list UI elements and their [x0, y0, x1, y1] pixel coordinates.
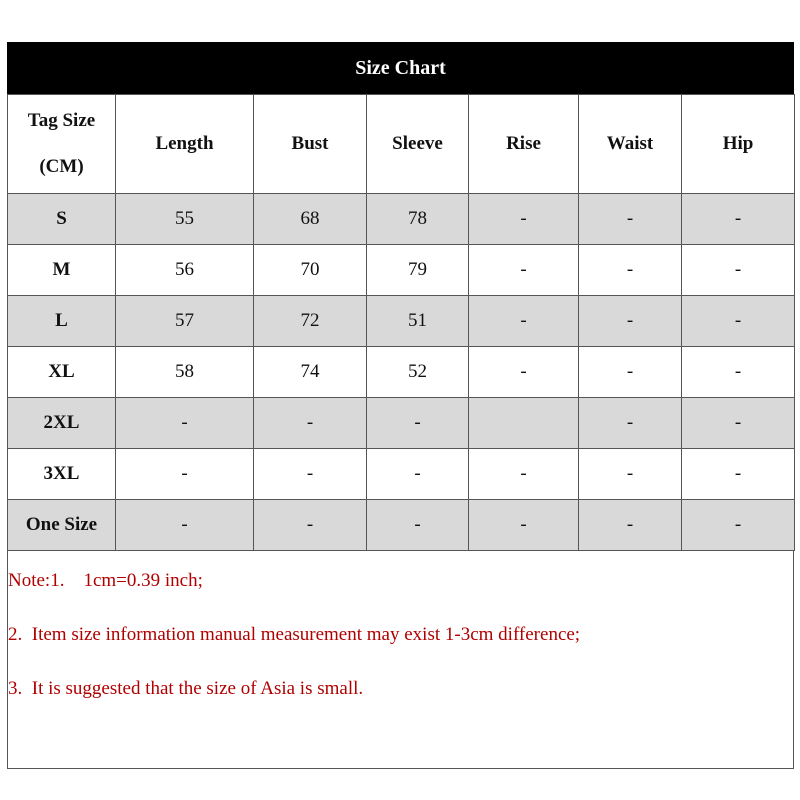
tag-size-label: Tag Size: [27, 110, 96, 131]
bust-cell: 74: [254, 347, 367, 398]
hip-cell: -: [682, 347, 795, 398]
waist-cell: -: [579, 347, 682, 398]
table-row: [8, 245, 795, 296]
rise-cell: -: [469, 347, 579, 398]
column-header-sleeve: Sleeve: [367, 95, 469, 194]
sleeve-cell: 52: [367, 347, 469, 398]
sleeve-cell: -: [367, 500, 469, 551]
table-row: [8, 194, 795, 245]
column-header-length: Length: [116, 95, 254, 194]
bust-cell: 68: [254, 194, 367, 245]
sleeve-cell: 78: [367, 194, 469, 245]
bust-cell: -: [254, 398, 367, 449]
bust-cell: -: [254, 500, 367, 551]
size-label: 2XL: [8, 398, 116, 449]
hip-cell: -: [682, 500, 795, 551]
sleeve-cell: 51: [367, 296, 469, 347]
tag-size-header: [8, 95, 116, 194]
column-header-rise: Rise: [469, 95, 579, 194]
hip-cell: -: [682, 245, 795, 296]
rise-cell: -: [469, 449, 579, 500]
hip-cell: -: [682, 398, 795, 449]
note-line-1: Note:1. 1cm=0.39 inch;: [8, 570, 203, 591]
size-label: L: [8, 296, 116, 347]
table-row: [8, 347, 795, 398]
hip-cell: -: [682, 194, 795, 245]
size-label: XL: [8, 347, 116, 398]
sleeve-cell: -: [367, 398, 469, 449]
size-label: 3XL: [8, 449, 116, 500]
note-line-3: 3. It is suggested that the size of Asia is small.: [8, 678, 364, 699]
rise-cell: -: [469, 296, 579, 347]
waist-cell: -: [579, 500, 682, 551]
length-cell: 58: [116, 347, 254, 398]
hip-cell: -: [682, 449, 795, 500]
rise-cell: -: [469, 500, 579, 551]
length-cell: 56: [116, 245, 254, 296]
length-cell: 55: [116, 194, 254, 245]
waist-cell: -: [579, 449, 682, 500]
length-cell: 57: [116, 296, 254, 347]
length-cell: -: [116, 398, 254, 449]
size-label: M: [8, 245, 116, 296]
table-row: [8, 296, 795, 347]
column-header-bust: Bust: [254, 95, 367, 194]
waist-cell: -: [579, 296, 682, 347]
hip-cell: -: [682, 296, 795, 347]
size-table: [7, 94, 795, 551]
note-line-2: 2. Item size information manual measurement may exist 1-3cm difference;: [8, 624, 581, 645]
waist-cell: -: [579, 194, 682, 245]
tag-size-unit: (CM): [39, 156, 84, 177]
rise-cell: -: [469, 194, 579, 245]
size-label: S: [8, 194, 116, 245]
bust-cell: 70: [254, 245, 367, 296]
rise-cell: -: [469, 245, 579, 296]
notes-section: [8, 558, 788, 720]
waist-cell: -: [579, 245, 682, 296]
chart-title: Size Chart: [7, 42, 794, 94]
length-cell: -: [116, 449, 254, 500]
table-row: [8, 449, 795, 500]
table-row: [8, 398, 795, 449]
length-cell: -: [116, 500, 254, 551]
sleeve-cell: -: [367, 449, 469, 500]
waist-cell: -: [579, 398, 682, 449]
column-header-waist: Waist: [579, 95, 682, 194]
rise-cell: [469, 398, 579, 449]
bust-cell: -: [254, 449, 367, 500]
table-header-row: [8, 95, 795, 194]
column-header-hip: Hip: [682, 95, 795, 194]
sleeve-cell: 79: [367, 245, 469, 296]
size-label: One Size: [8, 500, 116, 551]
table-row: [8, 500, 795, 551]
bust-cell: 72: [254, 296, 367, 347]
